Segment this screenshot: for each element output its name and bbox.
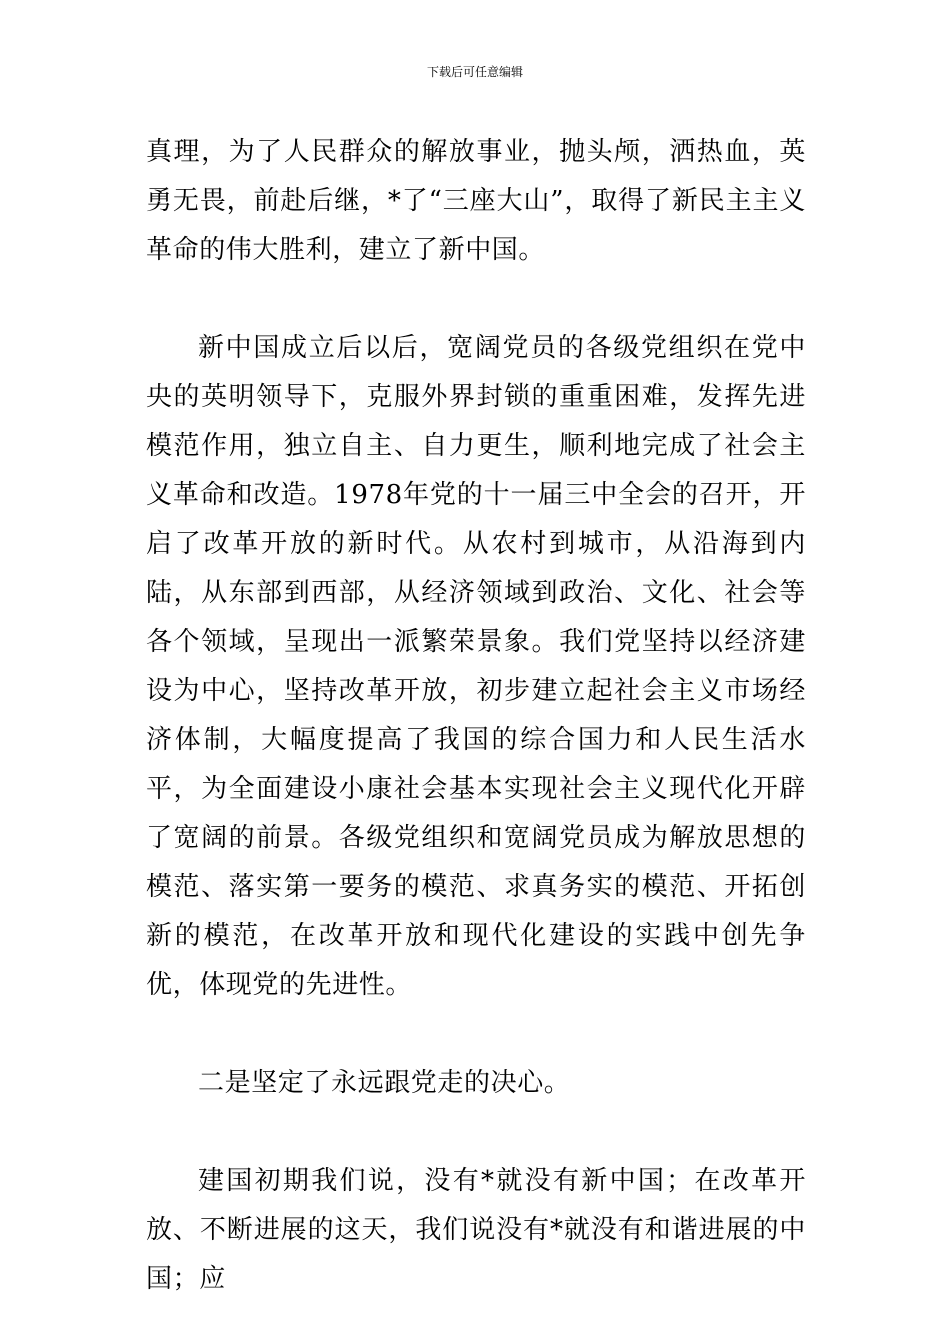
paragraph-continuation: 真理，为了人民群众的解放事业，抛头颅，洒热血，英勇无畏，前赴后继，*了“三座大山”，取得了新民主主义革命的伟大胜利，建立了新中国。 bbox=[146, 137, 806, 265]
document-body bbox=[146, 128, 806, 1304]
page-header-note: 下载后可任意编辑 bbox=[426, 65, 523, 79]
paragraph-founding: 建国初期我们说，没有*就没有新中国；在改革开放、不断进展的这天，我们说没有*就没有和谐进展的中国；应 bbox=[146, 1166, 806, 1294]
paragraph-heading-two: 二是坚定了永远跟党走的决心。 bbox=[198, 1068, 571, 1098]
paragraph-new-china: 新中国成立后以后，宽阔党员的各级党组织在党中央的英明领导下，克服外界封锁的重重困难，发挥先进模范作用，独立自主、自力更生，顺利地完成了社会主义革命和改造。1978年党的十一届三中全会的召开，开启了改革开放的新时代。从农村到城市，从沿海到内陆，从东部到西部，从经济领域到政治、文化、社会等各个领域，呈现出一派繁荣景象。我们党坚持以经济建设为中心，坚持改革开放，初步建立起社会主义市场经济体制，大幅度提高了我国的综合国力和人民生活水平，为全面建设小康社会基本实现社会主义现代化开辟了宽阔的前景。各级党组织和宽阔党员成为解放思想的模范、落实第一要务的模范、求真务实的模范、开拓创新的模范，在改革开放和现代化建设的实践中创先争优，体现党的先进性。 bbox=[146, 333, 806, 1000]
